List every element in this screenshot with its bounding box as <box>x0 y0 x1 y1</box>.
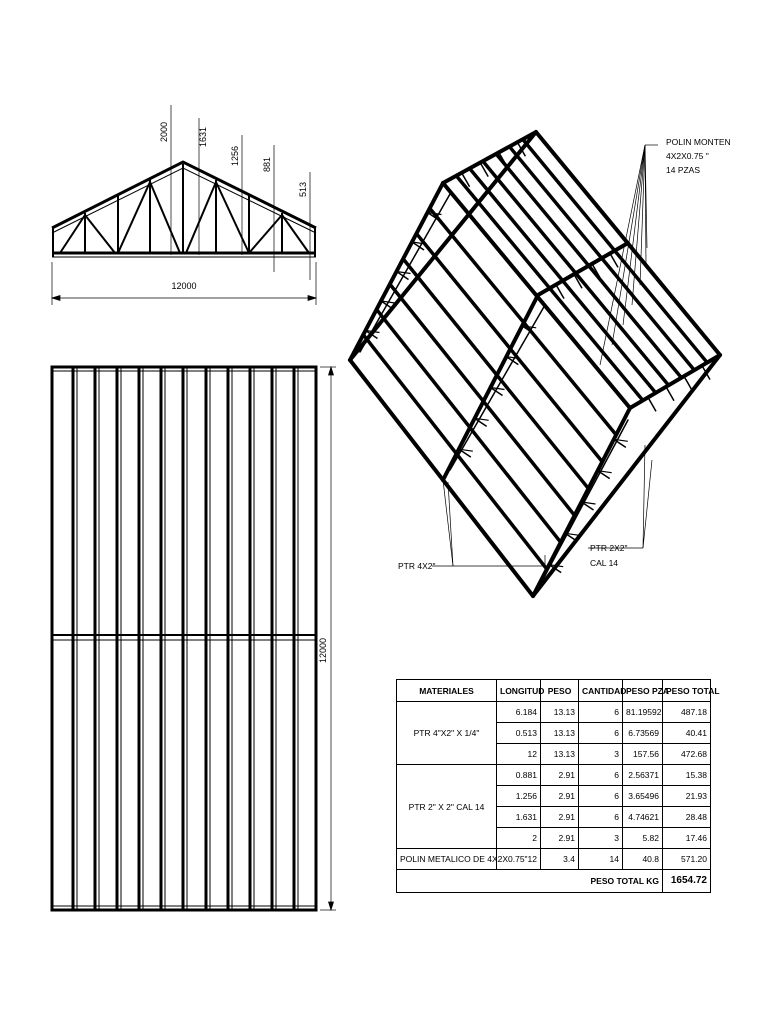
table-cell: 1.631 <box>497 807 541 828</box>
table-cell: 1.256 <box>497 786 541 807</box>
iso-purlin <box>470 168 656 392</box>
height-label-2000: 2000 <box>159 121 169 142</box>
table-cell: 2.91 <box>541 786 579 807</box>
table-cell: 472.68 <box>663 744 711 765</box>
total-label-cell: PESO TOTAL KG <box>541 870 663 893</box>
table-cell: 17.46 <box>663 828 711 849</box>
header-cantidad: CANTIDAD <box>579 680 623 702</box>
table-header-row <box>397 680 711 702</box>
table-cell: 3 <box>579 744 623 765</box>
table-cell: 0.513 <box>497 723 541 744</box>
iso-web <box>648 397 656 411</box>
table-cell: 2.56371 <box>623 765 663 786</box>
material-name-cell: PTR 4"X2" X 1/4" <box>397 702 497 765</box>
table-cell: 5.82 <box>623 828 663 849</box>
table-total-row <box>397 870 711 893</box>
table-cell: 12 <box>497 744 541 765</box>
table-cell: 6.73569 <box>623 723 663 744</box>
table-row <box>397 849 711 870</box>
table-cell: 3.65496 <box>623 786 663 807</box>
header-peso: PESO <box>541 680 579 702</box>
purlin-label-line-1: POLIN MONTEN <box>666 137 731 147</box>
table-cell: 0.881 <box>497 765 541 786</box>
table-row <box>397 702 711 723</box>
material-name-cell: POLIN METALICO DE 4X2X0.75" <box>397 849 497 870</box>
table-cell: 21.93 <box>663 786 711 807</box>
table-cell: 157.56 <box>623 744 663 765</box>
height-label-1256: 1256 <box>230 145 240 166</box>
header-peso-total: PESO TOTAL <box>663 680 711 702</box>
ptr-2x2-label-line-1: PTR 2X2" <box>590 543 628 553</box>
height-label-1631: 1631 <box>198 126 208 147</box>
table-cell: 3.4 <box>541 849 579 870</box>
table-cell: 487.18 <box>663 702 711 723</box>
iso-purlin <box>390 284 575 515</box>
purlin-label-line-2: 4X2X0.75 " <box>666 151 709 161</box>
table-cell: 13.13 <box>541 744 579 765</box>
iso-web <box>666 387 674 401</box>
table-cell: 15.38 <box>663 765 711 786</box>
total-value-cell: 1654.72 <box>663 870 711 893</box>
table-cell: 6 <box>579 807 623 828</box>
total-blank-cell <box>397 870 541 893</box>
table-cell: 4.74621 <box>623 807 663 828</box>
table-cell: 28.48 <box>663 807 711 828</box>
table-cell: 13.13 <box>541 723 579 744</box>
roof-length-label: 12000 <box>318 637 328 663</box>
ptr-4x2-label: PTR 4X2" <box>398 561 436 571</box>
table-cell: 2.91 <box>541 828 579 849</box>
table-cell: 6 <box>579 765 623 786</box>
header-peso-pza: PESO PZA <box>623 680 663 702</box>
table-cell: 40.8 <box>623 849 663 870</box>
iso-web <box>684 376 692 390</box>
table-cell: 2.91 <box>541 807 579 828</box>
materials-table <box>396 679 720 893</box>
purlin-label-line-3: 14 PZAS <box>666 165 701 175</box>
table-cell: 6 <box>579 723 623 744</box>
height-label-513: 513 <box>298 181 308 197</box>
iso-purlin <box>363 335 547 569</box>
table-cell: 40.41 <box>663 723 711 744</box>
iso-purlin <box>496 154 681 378</box>
table-cell: 81.19592 <box>623 702 663 723</box>
header-longitud: LONGITUD <box>497 680 541 702</box>
truss-span-label: 12000 <box>171 281 197 291</box>
isometric-purlins <box>363 139 707 569</box>
ptr-2x2-label-line-2: CAL 14 <box>590 558 619 568</box>
table-cell: 571.20 <box>663 849 711 870</box>
table-cell: 14 <box>579 849 623 870</box>
table-cell: 13.13 <box>541 702 579 723</box>
table-cell: 6 <box>579 786 623 807</box>
table-cell: 12 <box>497 849 541 870</box>
iso-purlin <box>456 176 643 401</box>
table-cell: 6.184 <box>497 702 541 723</box>
table-cell: 3 <box>579 828 623 849</box>
table-row <box>397 765 711 786</box>
height-label-881: 881 <box>262 156 272 172</box>
table-cell: 6 <box>579 702 623 723</box>
iso-purlin <box>377 309 561 542</box>
header-materiales: MATERIALES <box>397 680 497 702</box>
table-cell: 2.91 <box>541 765 579 786</box>
table-cell: 2 <box>497 828 541 849</box>
table-body <box>397 702 711 893</box>
material-name-cell: PTR 2" X 2" CAL 14 <box>397 765 497 849</box>
